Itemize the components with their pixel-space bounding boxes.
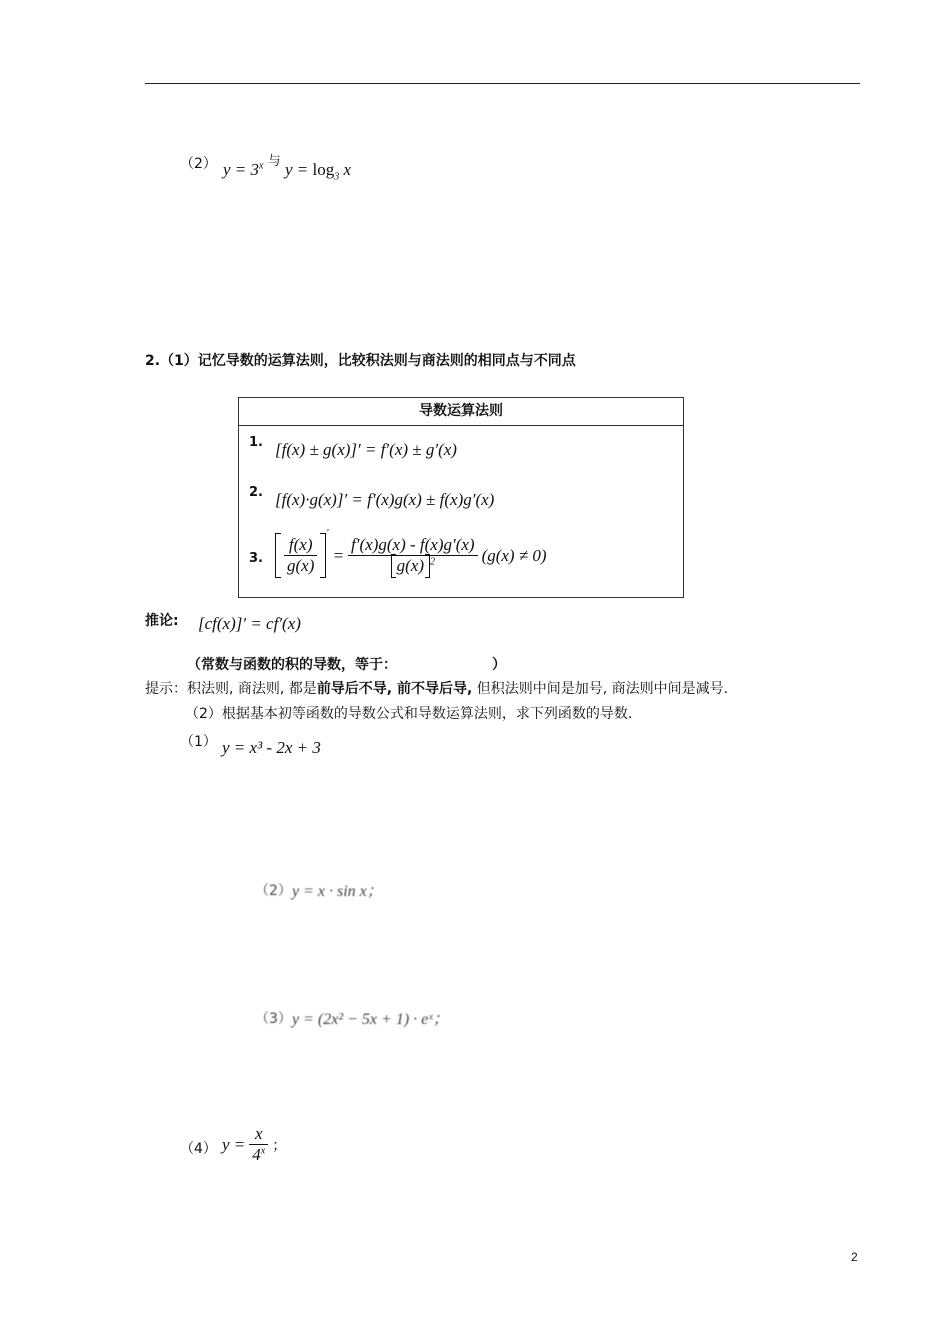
page-number: 2 xyxy=(851,1250,858,1264)
corollary-note: （常数与函数的积的导数，等于： ） xyxy=(187,657,506,673)
problem-3-expression: y = (2x² − 5x + 1) · eˣ； xyxy=(292,1011,449,1028)
quotient-bracket: $\frac{f(x)}{g(x)}$ xyxy=(275,533,326,578)
problem-4-expression: y = $\frac{x}{4^x}$ ； xyxy=(222,1124,287,1164)
hint-text: 提示：积法则, 商法则, 都是前导后不导, 前不导后导, 但积法则中间是加号, 商法则中间是减号. xyxy=(145,681,729,697)
rule-1-formula: [f(x) ± g(x)]′ = f′(x) ± g′(x) xyxy=(275,440,457,459)
header-rule xyxy=(145,83,860,84)
rule-3-number: 3. xyxy=(249,551,263,566)
problem-2-label: （2） xyxy=(255,883,292,899)
problem-1-expression: y = x³ - 2x + 3 xyxy=(222,738,321,757)
derivative-rules-table xyxy=(238,397,684,598)
problem-2-expression: y = x · sin x； xyxy=(292,883,383,900)
corollary-label: 推论: xyxy=(145,613,179,629)
rule-2-formula: [f(x)·g(x)]′ = f′(x)g(x) ± f(x)g′(x) xyxy=(275,490,495,509)
problem-4-label: （4） xyxy=(180,1141,217,1157)
part-2-instruction: （2）根据基本初等函数的导数公式和导数运算法则，求下列函数的导数. xyxy=(185,706,633,722)
connector: 与 xyxy=(267,154,281,169)
problem-3-label: （3） xyxy=(255,1011,292,1027)
rule-3-formula: $\frac{f(x)}{g(x)}$ ′ = $\frac{f'(x)g(x) - f(x)g'(x)}{g(x) ^2}$ (g(x) ≠ 0) xyxy=(275,533,547,578)
top-item-expression: $y = 3^x$ $^与$ $y = \log_3 x$ xyxy=(223,154,352,183)
top-item-number: （2） xyxy=(180,156,217,172)
rule-2-number: 2. xyxy=(249,485,263,500)
section-heading: 2.（1）记忆导数的运算法则，比较积法则与商法则的相同点与不同点 xyxy=(145,353,576,369)
corollary-formula: [cf(x)]′ = cf′(x) xyxy=(198,614,301,633)
table-title: 导数运算法则 xyxy=(239,398,683,426)
problem-1-label: （1） xyxy=(180,734,217,750)
rule-1-number: 1. xyxy=(249,435,263,450)
